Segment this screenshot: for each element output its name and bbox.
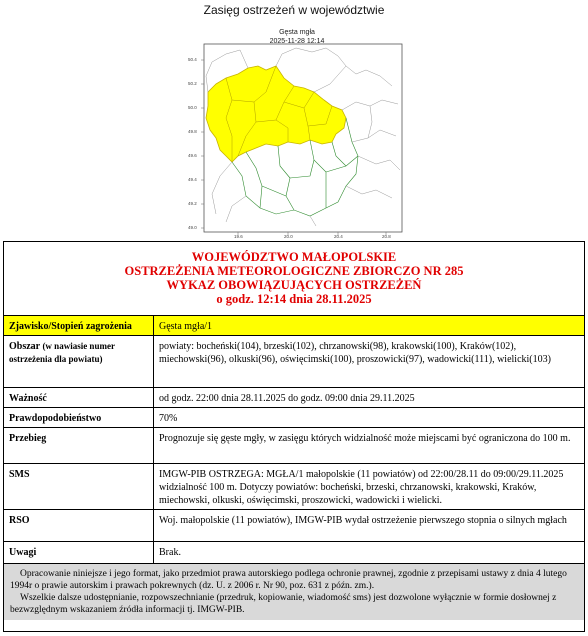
row-value: powiaty: bocheński(104), brzeski(102), chrzanowski(98), krakowski(100), Kraków(102), miechowski(96), olkuski(96), oświęcimski(100), proszowicki(97), wadowicki(111), wielicki(103) [159,341,551,365]
header-list-title: WYKAZ OBOWIĄZUJĄCYCH OSTRZEŻEŃ [166,278,422,292]
x-tick-label: 20.4 [334,234,343,239]
row-value: Woj. małopolskie (11 powiatów), IMGW-PIB wydał ostrzeżenie pierwszego stopnia o silnych mgłach [159,515,567,526]
row-rso [4,510,584,542]
y-tick-label: 49.8 [188,129,197,134]
copyright-footer [4,564,584,620]
y-tick-label: 50.0 [188,105,197,110]
row-label: Zjawisko/Stopień zagrożenia [4,316,154,335]
y-tick-label: 49.4 [188,177,197,182]
row-value: IMGW-PIB OSTRZEGA: MGŁA/1 małopolskie (11 powiatów) od 22:00/28.11 do 09:00/29.11.2025 widzialność 100 m. Dotyczy powiatów: bocheński, brzeski, chrzanowski, krakowski, Kraków, miechowski, olkuski, oświęcimski, proszowicki, wadowicki i wielicki. [159,469,564,506]
voivodeship-map-graphic [186,26,408,240]
row-value: Brak. [159,547,181,558]
footer-distribution-text: Wszelkie dalsze udostępnianie, rozpowszechnianie (przedruk, kopiowanie, wiadomość sms) jest dozwolone wyłącznie w formie dosłownej z bezwzględnym wskazaniem źródła informacji tj. IMGW-PIB. [10,593,557,615]
row-course [4,428,584,464]
row-value: 70% [159,413,178,424]
header-bulletin-number: OSTRZEŻENIA METEOROLOGICZNE ZBIORCZO NR 285 [124,264,464,278]
y-tick-label: 50.2 [188,81,197,86]
row-label: Obszar [9,341,40,352]
y-tick-label: 49.6 [188,153,197,158]
x-tick-label: 20.8 [382,234,391,239]
row-label-area [4,336,154,387]
row-label: Przebieg [4,428,154,463]
row-remarks [4,542,584,564]
y-tick-label: 49.0 [188,225,197,230]
row-sms [4,464,584,510]
warning-map [186,26,408,240]
warning-sheet [3,241,585,632]
x-tick-label: 20.0 [284,234,293,239]
map-y-axis [186,26,202,240]
warning-header [4,242,584,316]
map-caption-timestamp: 2025-11-28 12:14 [269,38,325,45]
row-label-note: (w nawiasie numer ostrzeżenia dla powiatu) [9,341,115,364]
row-label: SMS [4,464,154,509]
row-label: Uwagi [4,542,154,563]
map-x-axis [186,233,408,240]
row-label: Prawdopodobieństwo [4,408,154,427]
y-tick-label: 50.4 [188,57,197,62]
row-label: RSO [4,510,154,541]
x-tick-label: 19.6 [234,234,243,239]
page-title: Zasięg ostrzeżeń w województwie [203,3,385,17]
row-probability [4,408,584,428]
row-phenomenon [4,316,584,336]
row-value: Prognozuje się gęste mgły, w zasięgu których widzialność może miejscami być ograniczona do 100 m. [159,433,571,444]
row-label: Ważność [4,388,154,407]
row-validity [4,388,584,408]
row-value: od godz. 22:00 dnia 28.11.2025 do godz. 09:00 dnia 29.11.2025 [159,393,415,404]
row-area [4,336,584,388]
header-issue-time: o godz. 12:14 dnia 28.11.2025 [216,292,372,306]
footer-copyright-text: Opracowanie niniejsze i jego format, jako przedmiot prawa autorskiego podlega ochronie prawnej, zgodnie z przepisami ustawy z dnia 4 lutego 1994r o prawie autorskim i prawach pokrewnych (dz. U. z 2006 r. Nr 90, poz. 631 z późn. zm.). [10,569,567,591]
y-tick-label: 49.2 [188,201,197,206]
header-region: WOJEWÓDZTWO MAŁOPOLSKIE [191,250,397,264]
row-value: Gęsta mgła/1 [154,316,584,335]
map-caption-phenomenon: Gęsta mgła [279,29,315,36]
